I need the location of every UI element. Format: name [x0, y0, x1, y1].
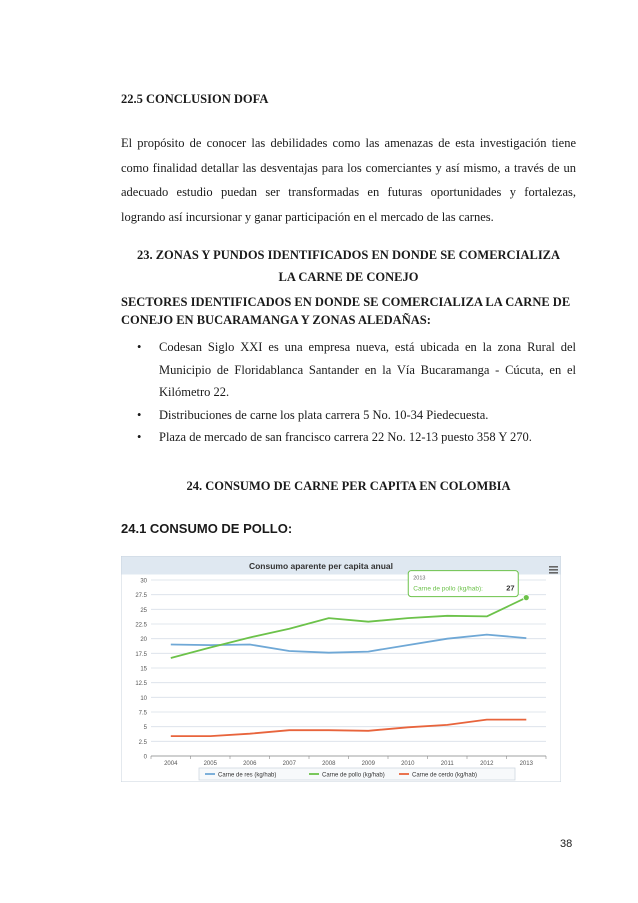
legend-label: Carne de res (kg/hab)	[218, 772, 277, 779]
y-tick-label: 12.5	[135, 681, 147, 688]
list-item	[121, 336, 576, 404]
x-tick-label: 2004	[164, 761, 178, 767]
poultry-consumption-chart	[121, 556, 561, 782]
page-number: 38	[560, 838, 573, 850]
highlight-point	[523, 595, 529, 601]
x-tick-label: 2013	[519, 761, 533, 767]
chart-title: Consumo aparente per capita anual	[248, 561, 394, 571]
x-tick-label: 2007	[282, 761, 296, 767]
menu-icon[interactable]	[549, 566, 558, 574]
tooltip-box	[408, 571, 518, 597]
y-tick-label: 15	[140, 666, 147, 673]
bullet-icon: •	[137, 340, 142, 354]
list-item	[121, 426, 576, 449]
bullet-icon: •	[137, 430, 142, 444]
legend-label: Carne de cerdo (kg/hab)	[412, 772, 478, 779]
y-tick-label: 7.5	[138, 710, 147, 717]
legend-label: Carne de pollo (kg/hab)	[322, 772, 385, 779]
y-tick-label: 17.5	[135, 651, 147, 658]
bullet-icon: •	[137, 407, 142, 422]
x-tick-label: 2006	[243, 761, 257, 767]
section-23-heading-line1: 23. ZONAS Y PUNDOS IDENTIFICADOS EN DONDE SE COMERCIALIZA	[136, 248, 561, 262]
x-tick-label: 2012	[480, 761, 494, 767]
y-tick-label: 20	[140, 637, 147, 644]
y-tick-label: 2.5	[138, 739, 147, 746]
section-23-heading-line2: LA CARNE DE CONEJO	[278, 270, 419, 284]
x-tick-label: 2010	[401, 761, 415, 767]
list-item	[121, 404, 576, 427]
y-tick-label: 22.5	[135, 622, 147, 629]
tooltip-label: Carne de pollo (kg/hab):	[413, 585, 483, 593]
section-24-1-heading: 24.1 CONSUMO DE POLLO:	[121, 521, 293, 536]
section-24-heading: 24. CONSUMO DE CARNE PER CAPITA EN COLOMBIA	[186, 479, 511, 493]
list-item-text: Codesan Siglo XXI es una empresa nueva, está ubicada en la zona Rural del Municipio de Floridablanca Santander en la Vía Bucaramanga - Cúcuta, en el Kilómetro 22.	[159, 340, 576, 399]
x-tick-label: 2005	[203, 761, 217, 767]
sectores-list	[121, 336, 576, 449]
tooltip-year: 2013	[413, 575, 426, 582]
section-22-5-heading: 22.5 CONCLUSION DOFA	[121, 92, 269, 106]
y-tick-label: 25	[140, 607, 147, 614]
y-tick-label: 10	[140, 695, 147, 702]
sectores-subheading: SECTORES IDENTIFICADOS EN DONDE SE COMERCIALIZA LA CARNE DE CONEJO EN BUCARAMANGA Y ZONAS ALEDAÑAS:	[121, 295, 571, 327]
y-tick-label: 30	[140, 578, 147, 585]
tooltip-value: 27	[506, 583, 515, 593]
y-tick-label: 5	[143, 725, 147, 732]
y-tick-label: 27.5	[135, 593, 147, 600]
conclusion-paragraph: El propósito de conocer las debilidades como las amenazas de esta investigación tiene como finalidad detallar las desventajas para los comerciantes y así mismo, a través de un adecuado estudio puedan ser transformadas en futuras oportunidades y fortalezas, logrando así incursionar y ganar participación en el mercado de las carnes.	[121, 136, 576, 224]
x-tick-label: 2009	[361, 761, 375, 767]
x-tick-label: 2008	[322, 761, 336, 767]
list-item-text: Distribuciones de carne los plata carrera 5 No. 10-34 Piedecuesta.	[159, 407, 489, 422]
x-tick-label: 2011	[440, 761, 454, 767]
y-tick-label: 0	[143, 754, 147, 761]
list-item-text: Plaza de mercado de san francisco carrera 22 No. 12-13 puesto 358 Y 270.	[159, 430, 532, 444]
